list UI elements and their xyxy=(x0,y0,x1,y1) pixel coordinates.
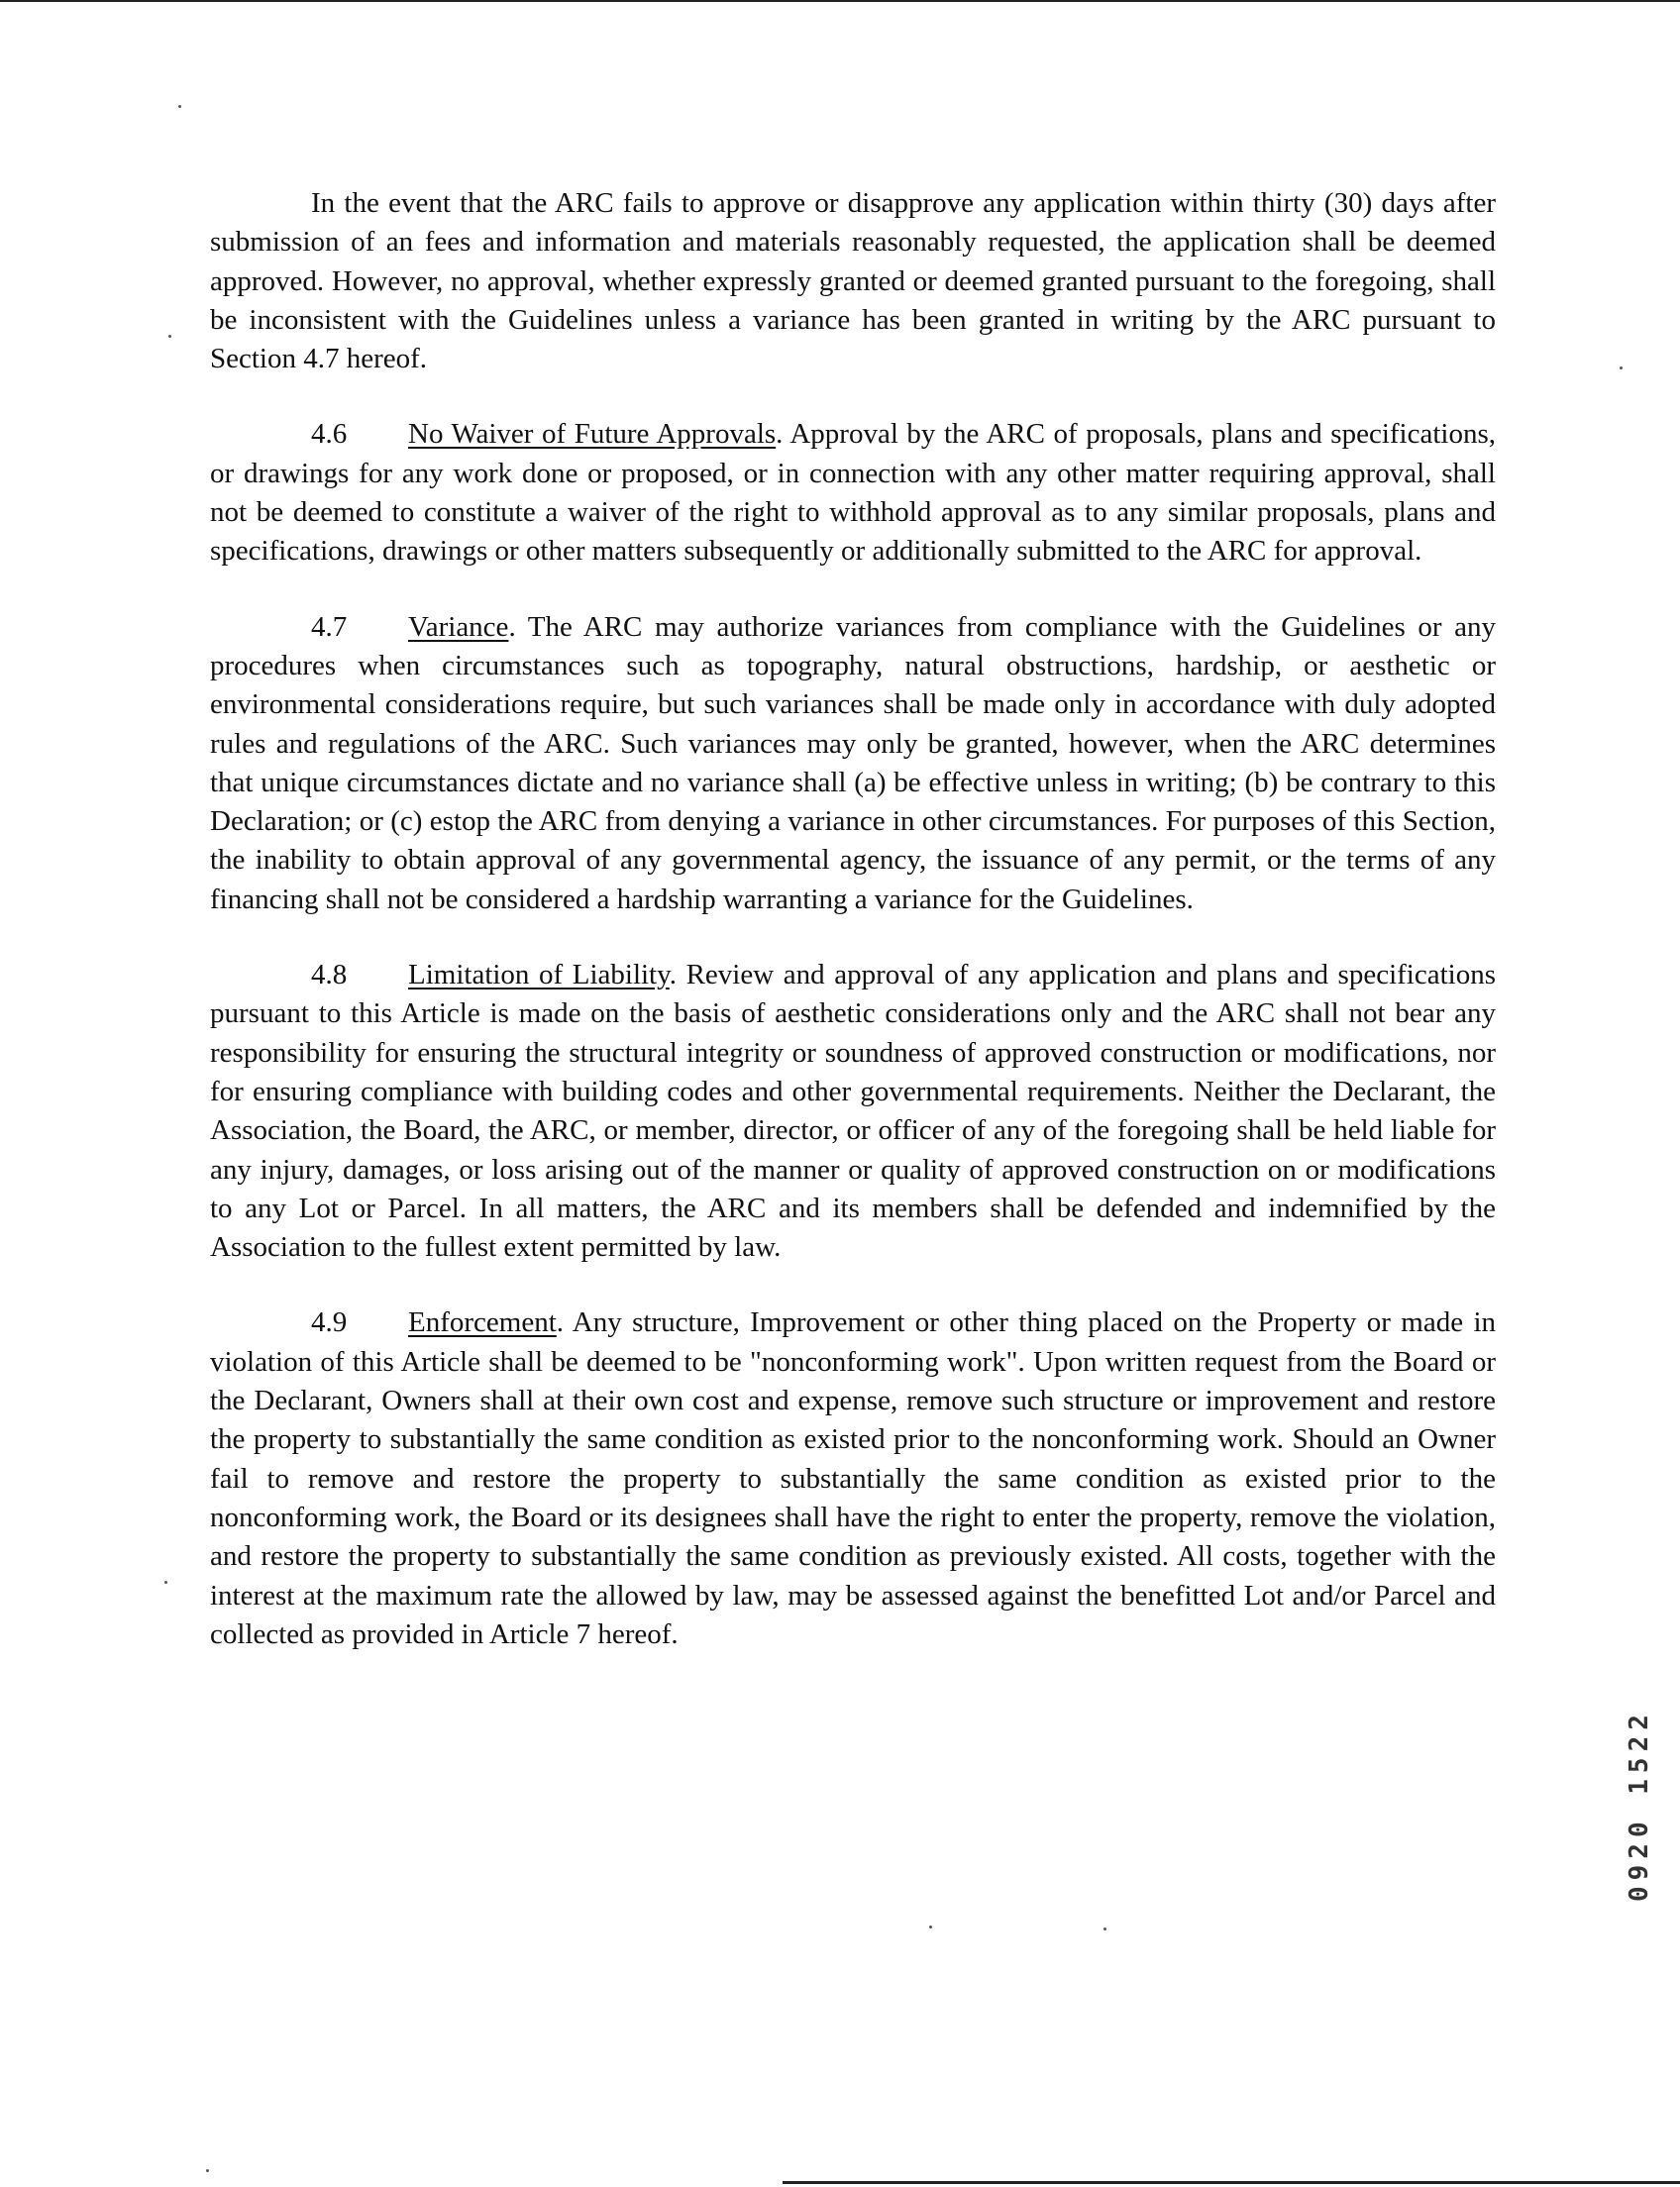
scan-speck xyxy=(168,335,171,338)
section-title: Enforcement xyxy=(408,1306,557,1339)
scan-speck xyxy=(1103,1927,1106,1930)
section-4-7 xyxy=(210,608,1496,919)
paragraph-approval-deemed xyxy=(210,184,1496,378)
section-title: Limitation of Liability xyxy=(408,959,670,991)
section-text: . Approval by the ARC of proposals, plans and specifications, or drawings for any work done or proposed, or in connection with any other matter requiring approval, shall not be deemed to constitute a waiver of the right to withhold approval as to any similar proposals, plans and specifications, drawings or other matters subsequently or additionally submitted to the ARC for approval. xyxy=(210,418,1496,568)
paragraph-text: In the event that the ARC fails to approve or disapprove any application within thirty (30) days after submission of an fees and information and materials reasonably requested, the application shall be deemed approved. However, no approval, whether expressly granted or deemed granted pursuant to the foregoing, shall be inconsistent with the Guidelines unless a variance has been granted in writing by the ARC pursuant to Section 4.7 hereof. xyxy=(210,187,1496,375)
section-title: Variance xyxy=(408,610,509,643)
section-4-8 xyxy=(210,956,1496,1267)
section-text: . The ARC may authorize variances from compliance with the Guidelines or any procedures when circumstances such as topography, natural obstructions, hardship, or aesthetic or environmental considerations require, but such variances shall be made only in accordance with duly adopted rules and regulations of the ARC. Such variances may only be granted, however, when the ARC determines that unique circumstances dictate and no variance shall (a) be effective unless in writing; (b) be contrary to this Declaration; or (c) estop the ARC from denying a variance in other circumstances. For purposes of this Section, the inability to obtain approval of any governmental agency, the issuance of any permit, or the terms of any financing shall not be considered a hardship warranting a variance for the Guidelines. xyxy=(210,610,1496,915)
section-number: 4.7 xyxy=(311,610,348,643)
document-body xyxy=(210,184,1496,1691)
section-text: . Any structure, Improvement or other thing placed on the Property or made in violation of this Article shall be deemed to be "nonconforming work". Upon written request from the Board or the Declarant, Owners shall at their own cost and expense, remove such structure or improvement and restore the property to substantially the same condition as existed prior to the nonconforming work. Should an Owner fail to remove and restore the property to substantially the same condition as existed prior to the nonconforming work, the Board or its designees shall have the right to enter the property, remove the violation, and restore the property to substantially the same condition as previously existed. All costs, together with the interest at the maximum rate the allowed by law, may be assessed against the benefitted Lot and/or Parcel and collected as provided in Article 7 hereof. xyxy=(210,1306,1496,1650)
section-4-9 xyxy=(210,1303,1496,1654)
section-number: 4.6 xyxy=(311,418,348,451)
section-4-6 xyxy=(210,415,1496,571)
scan-speck xyxy=(929,1926,932,1928)
bottom-edge-rule xyxy=(783,2181,1680,2184)
section-title: No Waiver of Future Approvals xyxy=(408,418,777,451)
section-text: . Review and approval of any application and plans and specifications pursuant to this Article is made on the basis of aesthetic considerations only and the ARC shall not bear any responsibility for ensuring the structural integrity or soundness of approved construction or modifications, nor for ensuring compliance with building codes and other governmental requirements. Neither the Declarant, the Association, the Board, the ARC, or member, director, or officer of any of the foregoing shall be held liable for any injury, damages, or loss arising out of the manner or quality of approved construction on or modifications to any Lot or Parcel. In all matters, the ARC and its members shall be defended and indemnified by the Association to the fullest extent permitted by law. xyxy=(210,959,1496,1264)
scan-speck xyxy=(178,105,181,108)
scan-speck xyxy=(206,2169,209,2172)
section-number: 4.8 xyxy=(311,959,348,991)
section-number: 4.9 xyxy=(311,1306,348,1339)
scan-speck xyxy=(164,1581,167,1584)
scan-speck xyxy=(1620,366,1623,369)
margin-stamp: 0920 1522 xyxy=(1625,1709,1654,1902)
top-edge-rule xyxy=(0,0,1680,2)
